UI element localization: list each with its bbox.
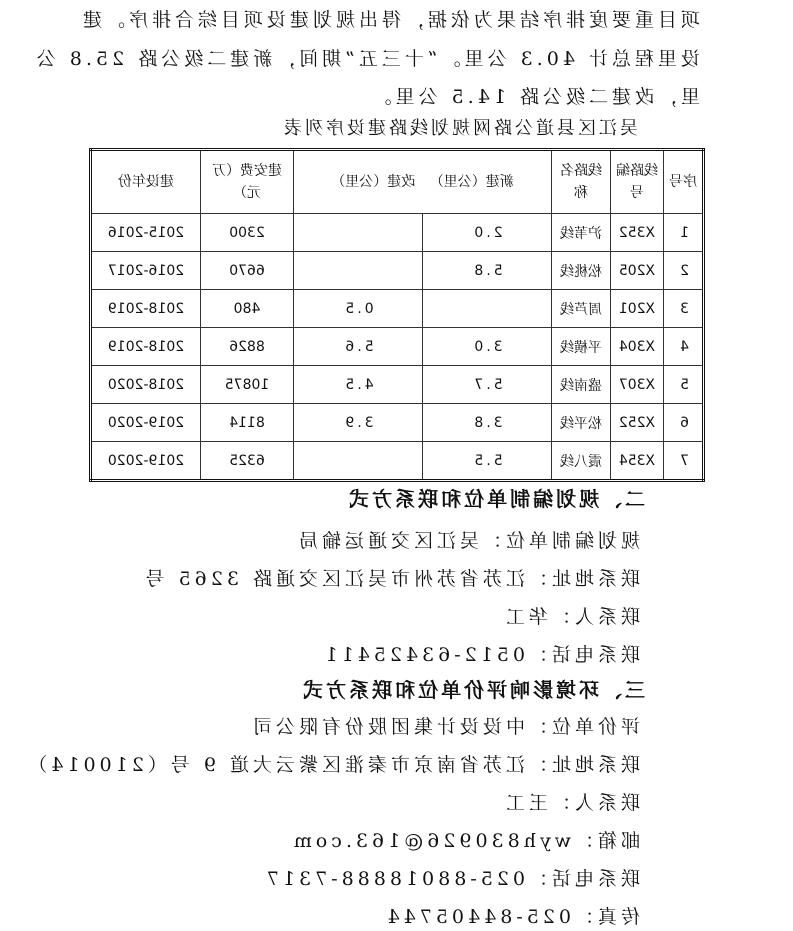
- cell-rebuild: 4.5: [294, 366, 423, 404]
- header-name: 线路名称: [552, 150, 611, 214]
- section3-unit: 评价单位：中设设计集团股份有限公司: [248, 716, 640, 738]
- cell-name: 盛南线: [552, 366, 611, 404]
- cell-cost: 8826: [201, 328, 294, 366]
- intro-line-2: 设里程总计 40.3 公里。“十三五”期间，新建二级公路 25.8 公: [32, 48, 700, 70]
- header-code: 线路编号: [611, 150, 664, 214]
- cell-rebuild: 0.5: [294, 290, 423, 328]
- section3-phone: 联系电话：025-88018888-7317: [262, 868, 640, 890]
- section2-heading: 二、规划编制单位和联系方式: [346, 487, 645, 511]
- cell-seq: 4: [664, 328, 704, 366]
- section3-person: 联系人：王工: [501, 792, 640, 814]
- cell-name: 沪苇线: [552, 214, 611, 252]
- cell-new-build: [423, 290, 552, 328]
- cell-code: X205: [611, 252, 664, 290]
- section2-phone: 联系电话：0512-63425411: [321, 644, 640, 666]
- section3-fax: 传真：025-84405744: [383, 906, 640, 928]
- intro-line-1: 项目重要度排序结果为依据，得出规划建设项目综合排序。建: [78, 9, 700, 31]
- cell-rebuild: [294, 252, 423, 290]
- cell-years: 2018-2019: [91, 328, 201, 366]
- cell-rebuild: [294, 442, 423, 481]
- cell-code: X304: [611, 328, 664, 366]
- section2-unit: 规划编制单位：吴江区交通运输局: [294, 530, 640, 552]
- cell-seq: 7: [664, 442, 704, 481]
- section2-person: 联系人：华工: [501, 606, 640, 628]
- cell-cost: 10875: [201, 366, 294, 404]
- section2-address: 联系地址：江苏省苏州市吴江区交通路 3265 号: [141, 568, 640, 590]
- table-caption: 吴江区县道公路网规划线路建设序列表: [281, 118, 638, 139]
- cell-years: 2018-2020: [91, 366, 201, 404]
- cell-code: X201: [611, 290, 664, 328]
- table-row: [91, 404, 704, 442]
- section3-heading: 三、环境影响评价单位和联系方式: [300, 678, 645, 702]
- cell-cost: 8114: [201, 404, 294, 442]
- cell-rebuild: 3.9: [294, 404, 423, 442]
- cell-rebuild: [294, 214, 423, 252]
- table-row: [91, 290, 704, 328]
- cell-years: 2018-2019: [91, 290, 201, 328]
- cell-years: 2015-2016: [91, 214, 201, 252]
- table-header-row: [91, 150, 704, 214]
- cell-name: 震八线: [552, 442, 611, 481]
- table-row: [91, 252, 704, 290]
- cell-rebuild: 5.6: [294, 328, 423, 366]
- cell-code: X354: [611, 442, 664, 481]
- cell-cost: 480: [201, 290, 294, 328]
- cell-seq: 5: [664, 366, 704, 404]
- road-construction-table: [89, 148, 705, 482]
- section3-address: 联系地址：江苏省南京市秦淮区紫云大道 9 号（210014）: [24, 754, 640, 776]
- header-rebuild: 改建（公里）: [331, 174, 416, 190]
- intro-line-3: 里，改建二级公路 14.5 公里。: [368, 86, 700, 108]
- cell-name: 平横线: [552, 328, 611, 366]
- cell-new-build: 2.0: [423, 214, 552, 252]
- table-row: [91, 214, 704, 252]
- cell-cost: 6670: [201, 252, 294, 290]
- cell-seq: 2: [664, 252, 704, 290]
- table-row: [91, 366, 704, 404]
- cell-years: 2019-2020: [91, 442, 201, 481]
- cell-cost: 2300: [201, 214, 294, 252]
- cell-cost: 6325: [201, 442, 294, 481]
- cell-name: 松平线: [552, 404, 611, 442]
- cell-years: 2016-2017: [91, 252, 201, 290]
- cell-seq: 3: [664, 290, 704, 328]
- cell-name: 周芦线: [552, 290, 611, 328]
- cell-new-build: 5.5: [423, 442, 552, 481]
- cell-code: X307: [611, 366, 664, 404]
- header-cost: 建安费（万元）: [201, 150, 294, 214]
- cell-seq: 1: [664, 214, 704, 252]
- header-new-build: 新建（公里）: [429, 174, 514, 190]
- cell-code: X252: [611, 404, 664, 442]
- cell-seq: 6: [664, 404, 704, 442]
- header-years: 建设年份: [91, 150, 201, 214]
- cell-new-build: 3.0: [423, 328, 552, 366]
- cell-new-build: 5.8: [423, 252, 552, 290]
- section3-email: 邮箱：wyh830926@163.com: [289, 830, 640, 852]
- header-seq: 序号: [664, 150, 704, 214]
- cell-name: 松桃线: [552, 252, 611, 290]
- cell-new-build: 5.7: [423, 366, 552, 404]
- table-body: [91, 214, 704, 481]
- cell-code: X352: [611, 214, 664, 252]
- cell-new-build: 3.8: [423, 404, 552, 442]
- table-row: [91, 442, 704, 481]
- cell-years: 2019-2020: [91, 404, 201, 442]
- table-row: [91, 328, 704, 366]
- header-new-rebuild: [294, 150, 552, 214]
